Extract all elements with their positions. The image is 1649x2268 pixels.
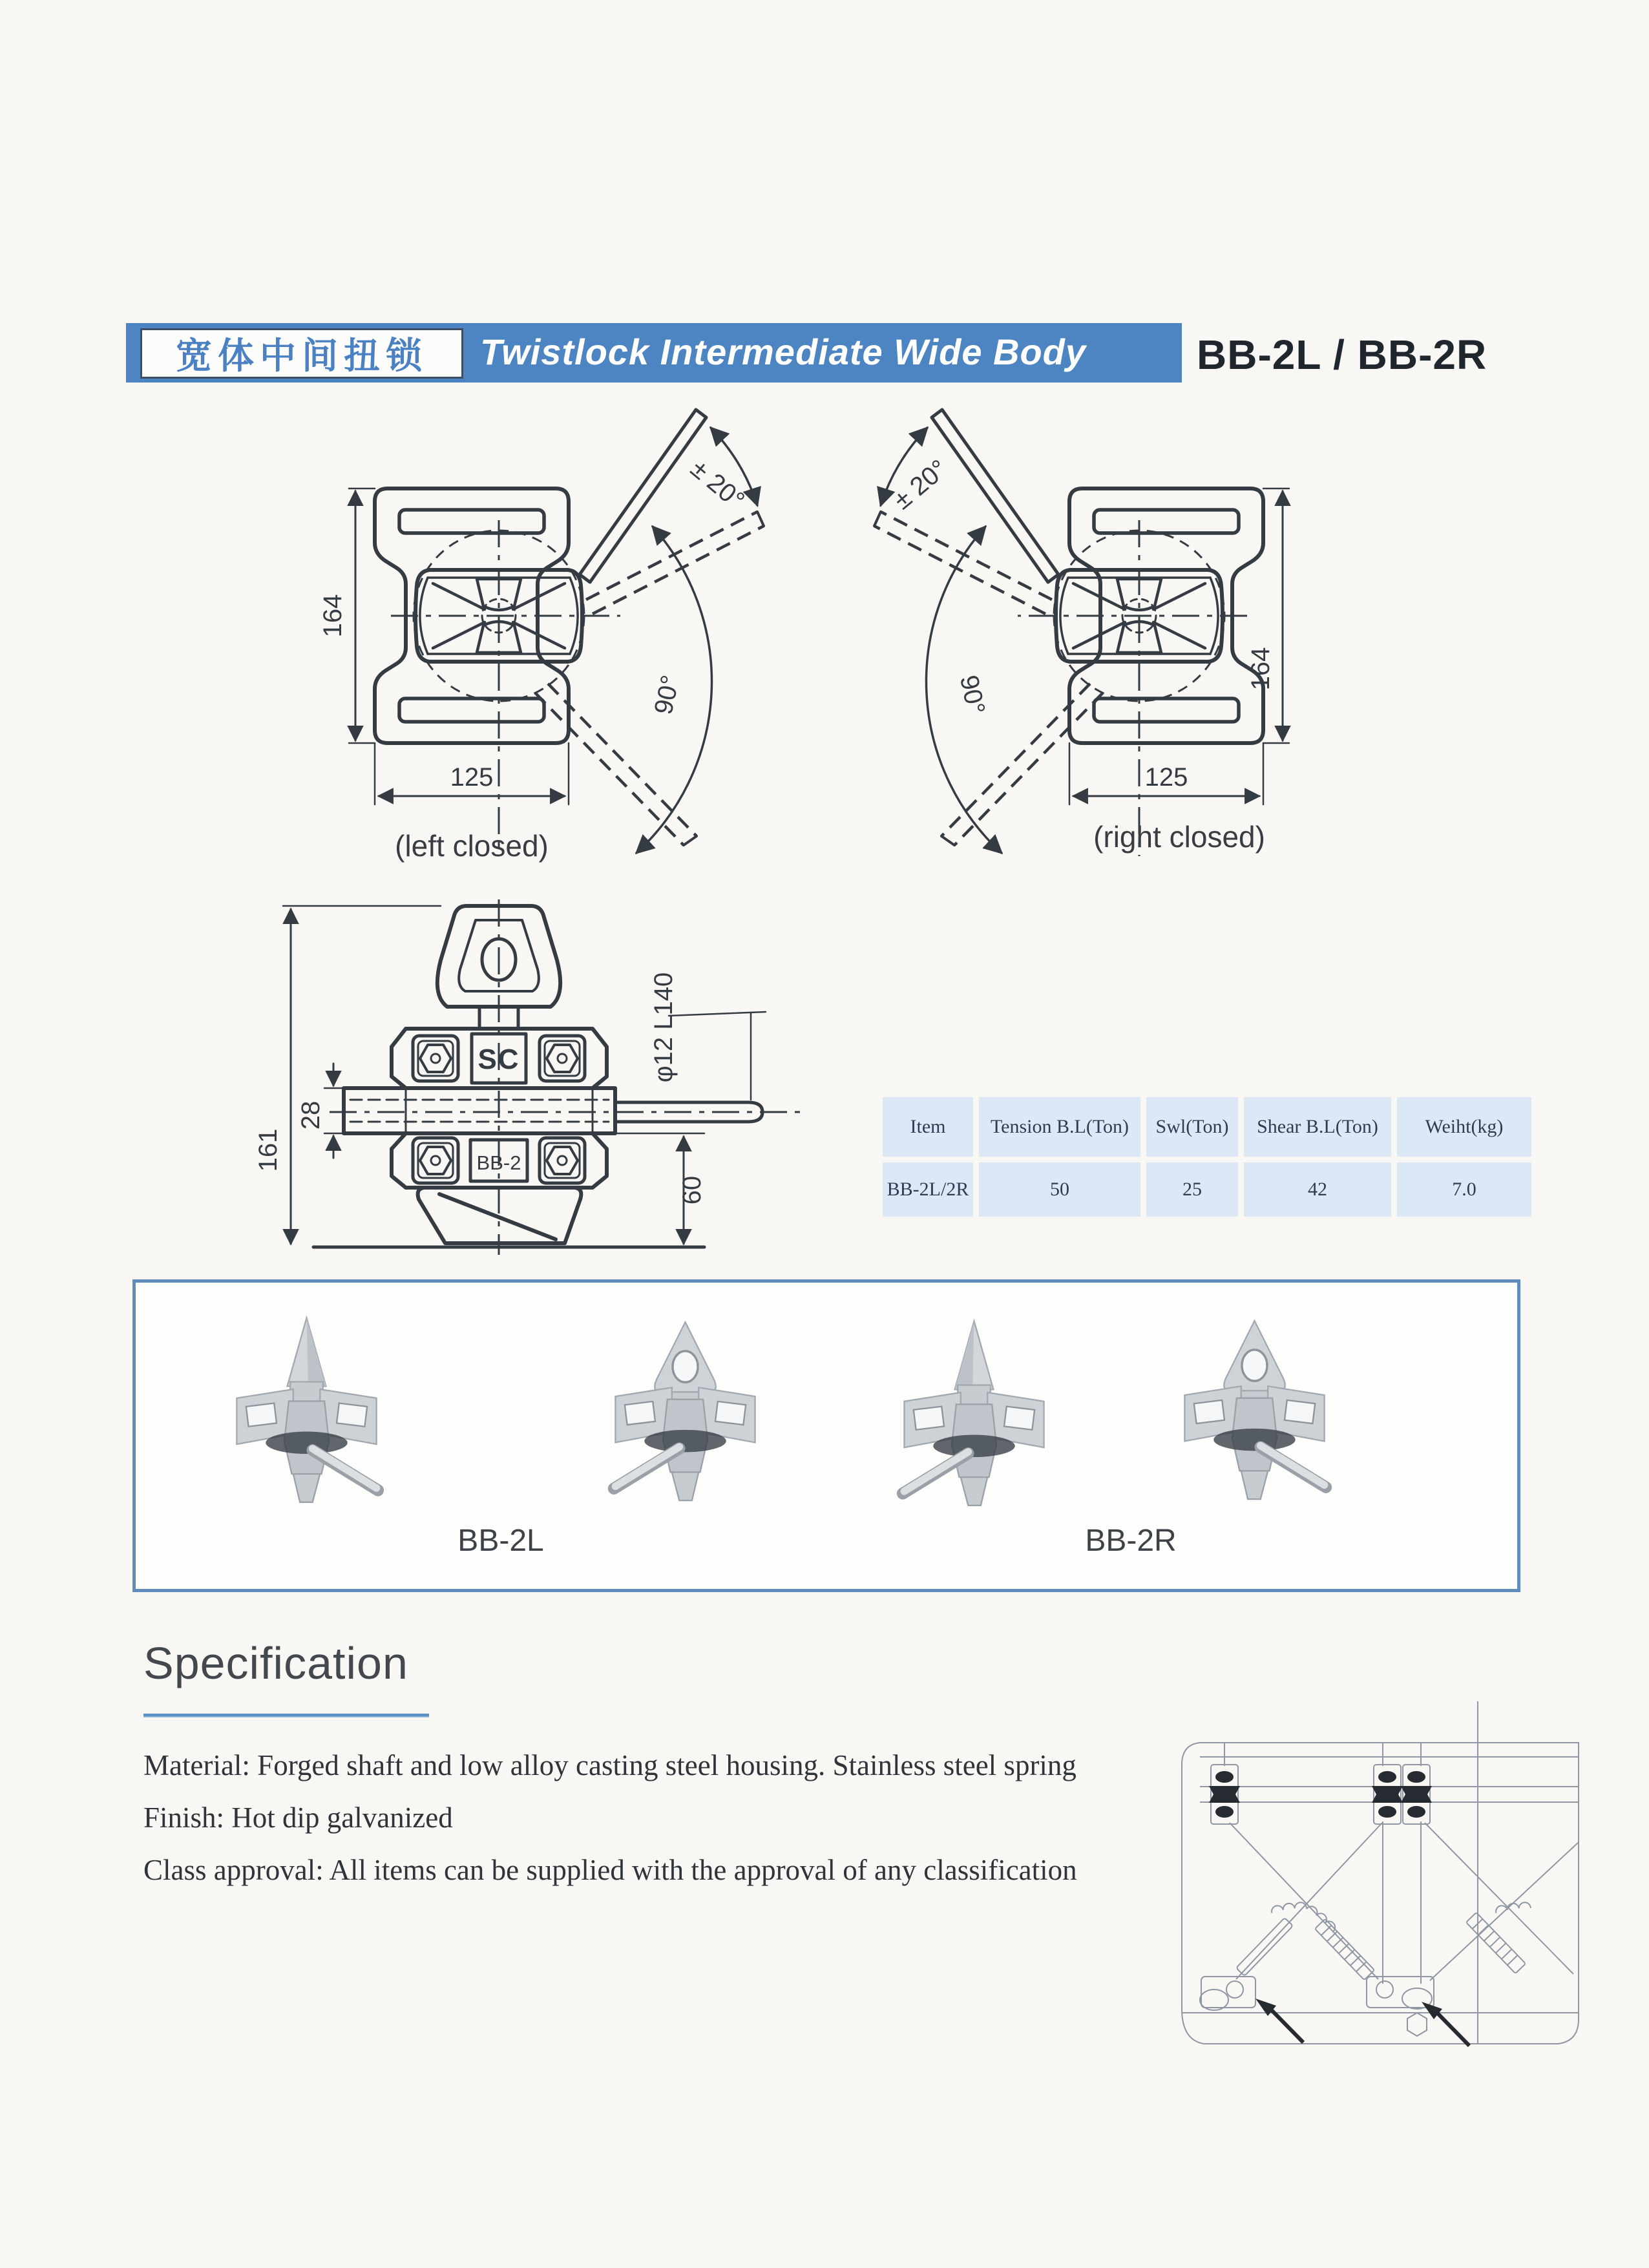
dim-label-125-right: 125 bbox=[1144, 763, 1188, 792]
table-header-weight: Weiht(kg) bbox=[1397, 1097, 1531, 1157]
specification-heading: Specification bbox=[143, 1638, 408, 1688]
table-cell-weight: 7.0 bbox=[1397, 1162, 1531, 1217]
table-header-shear: Shear B.L(Ton) bbox=[1244, 1097, 1391, 1157]
angle-label-20-left: ± 20° bbox=[685, 454, 750, 515]
caption-left-closed: (left closed) bbox=[395, 829, 549, 863]
drawing-left-closed bbox=[258, 401, 840, 866]
spec-line-finish: Finish: Hot dip galvanized bbox=[143, 1801, 453, 1834]
photo-bb2l-back bbox=[614, 1322, 755, 1500]
title-chinese: 宽体中间扭锁 bbox=[176, 335, 428, 376]
body-outline bbox=[375, 488, 569, 743]
table-header-tension: Tension B.L(Ton) bbox=[979, 1097, 1140, 1157]
title-chinese-box bbox=[140, 328, 463, 379]
product-photos bbox=[136, 1308, 1511, 1522]
table-cell-item: BB-2L/2R bbox=[883, 1162, 973, 1217]
table-header-item: Item bbox=[883, 1097, 973, 1157]
caption-right-closed: (right closed) bbox=[1093, 820, 1265, 854]
handle-rod bbox=[580, 410, 706, 582]
table-cell-tension: 50 bbox=[979, 1162, 1140, 1217]
header-banner bbox=[126, 323, 1182, 383]
ratings-table bbox=[883, 1097, 1520, 1217]
photo-label-bb2r: BB-2R bbox=[1085, 1524, 1177, 1558]
dim-label-60: 60 bbox=[678, 1175, 706, 1205]
spec-line-class-approval: Class approval: All items can be supplied with the approval of any classification bbox=[143, 1854, 1077, 1886]
photo-bb2r-front bbox=[903, 1321, 1044, 1506]
table-cell-swl: 25 bbox=[1146, 1162, 1238, 1217]
dim-label-28: 28 bbox=[297, 1100, 325, 1130]
photo-bb2r-back bbox=[1184, 1321, 1325, 1499]
top-slot bbox=[399, 510, 544, 533]
model-code: BB-2L / BB-2R bbox=[1197, 331, 1487, 378]
logo-sc: SC bbox=[478, 1044, 520, 1075]
angle-label-90-left: 90° bbox=[649, 673, 686, 717]
dim-label-164-right: 164 bbox=[1246, 647, 1275, 691]
photo-label-bb2l: BB-2L bbox=[457, 1524, 544, 1558]
table-header-swl: Swl(Ton) bbox=[1146, 1097, 1238, 1157]
bottom-slot bbox=[399, 698, 544, 722]
angle-label-20-right: ± 20° bbox=[888, 454, 953, 515]
dim-label-164-left: 164 bbox=[319, 594, 347, 638]
title-english: Twistlock Intermediate Wide Body bbox=[480, 331, 1087, 372]
table-cell-shear: 42 bbox=[1244, 1162, 1391, 1217]
dim-label-rod: φ12 L140 bbox=[649, 972, 678, 1083]
angle-label-90-right: 90° bbox=[954, 673, 991, 717]
drawing-right-closed bbox=[840, 401, 1422, 866]
spec-line-material: Material: Forged shaft and low alloy casting steel housing. Stainless steel spring bbox=[143, 1749, 1077, 1781]
pointer-arrows bbox=[1255, 1999, 1469, 2046]
photo-bb2l-front bbox=[236, 1318, 378, 1502]
dim-label-125-left: 125 bbox=[450, 763, 494, 792]
specification-underline bbox=[143, 1714, 429, 1717]
specification-text bbox=[143, 1739, 1242, 1896]
model-mark: BB-2 bbox=[476, 1151, 521, 1174]
dim-label-161: 161 bbox=[254, 1128, 282, 1172]
product-photo-box bbox=[132, 1279, 1520, 1592]
application-diagram bbox=[1160, 1690, 1586, 2071]
drawing-side-view bbox=[252, 898, 808, 1260]
